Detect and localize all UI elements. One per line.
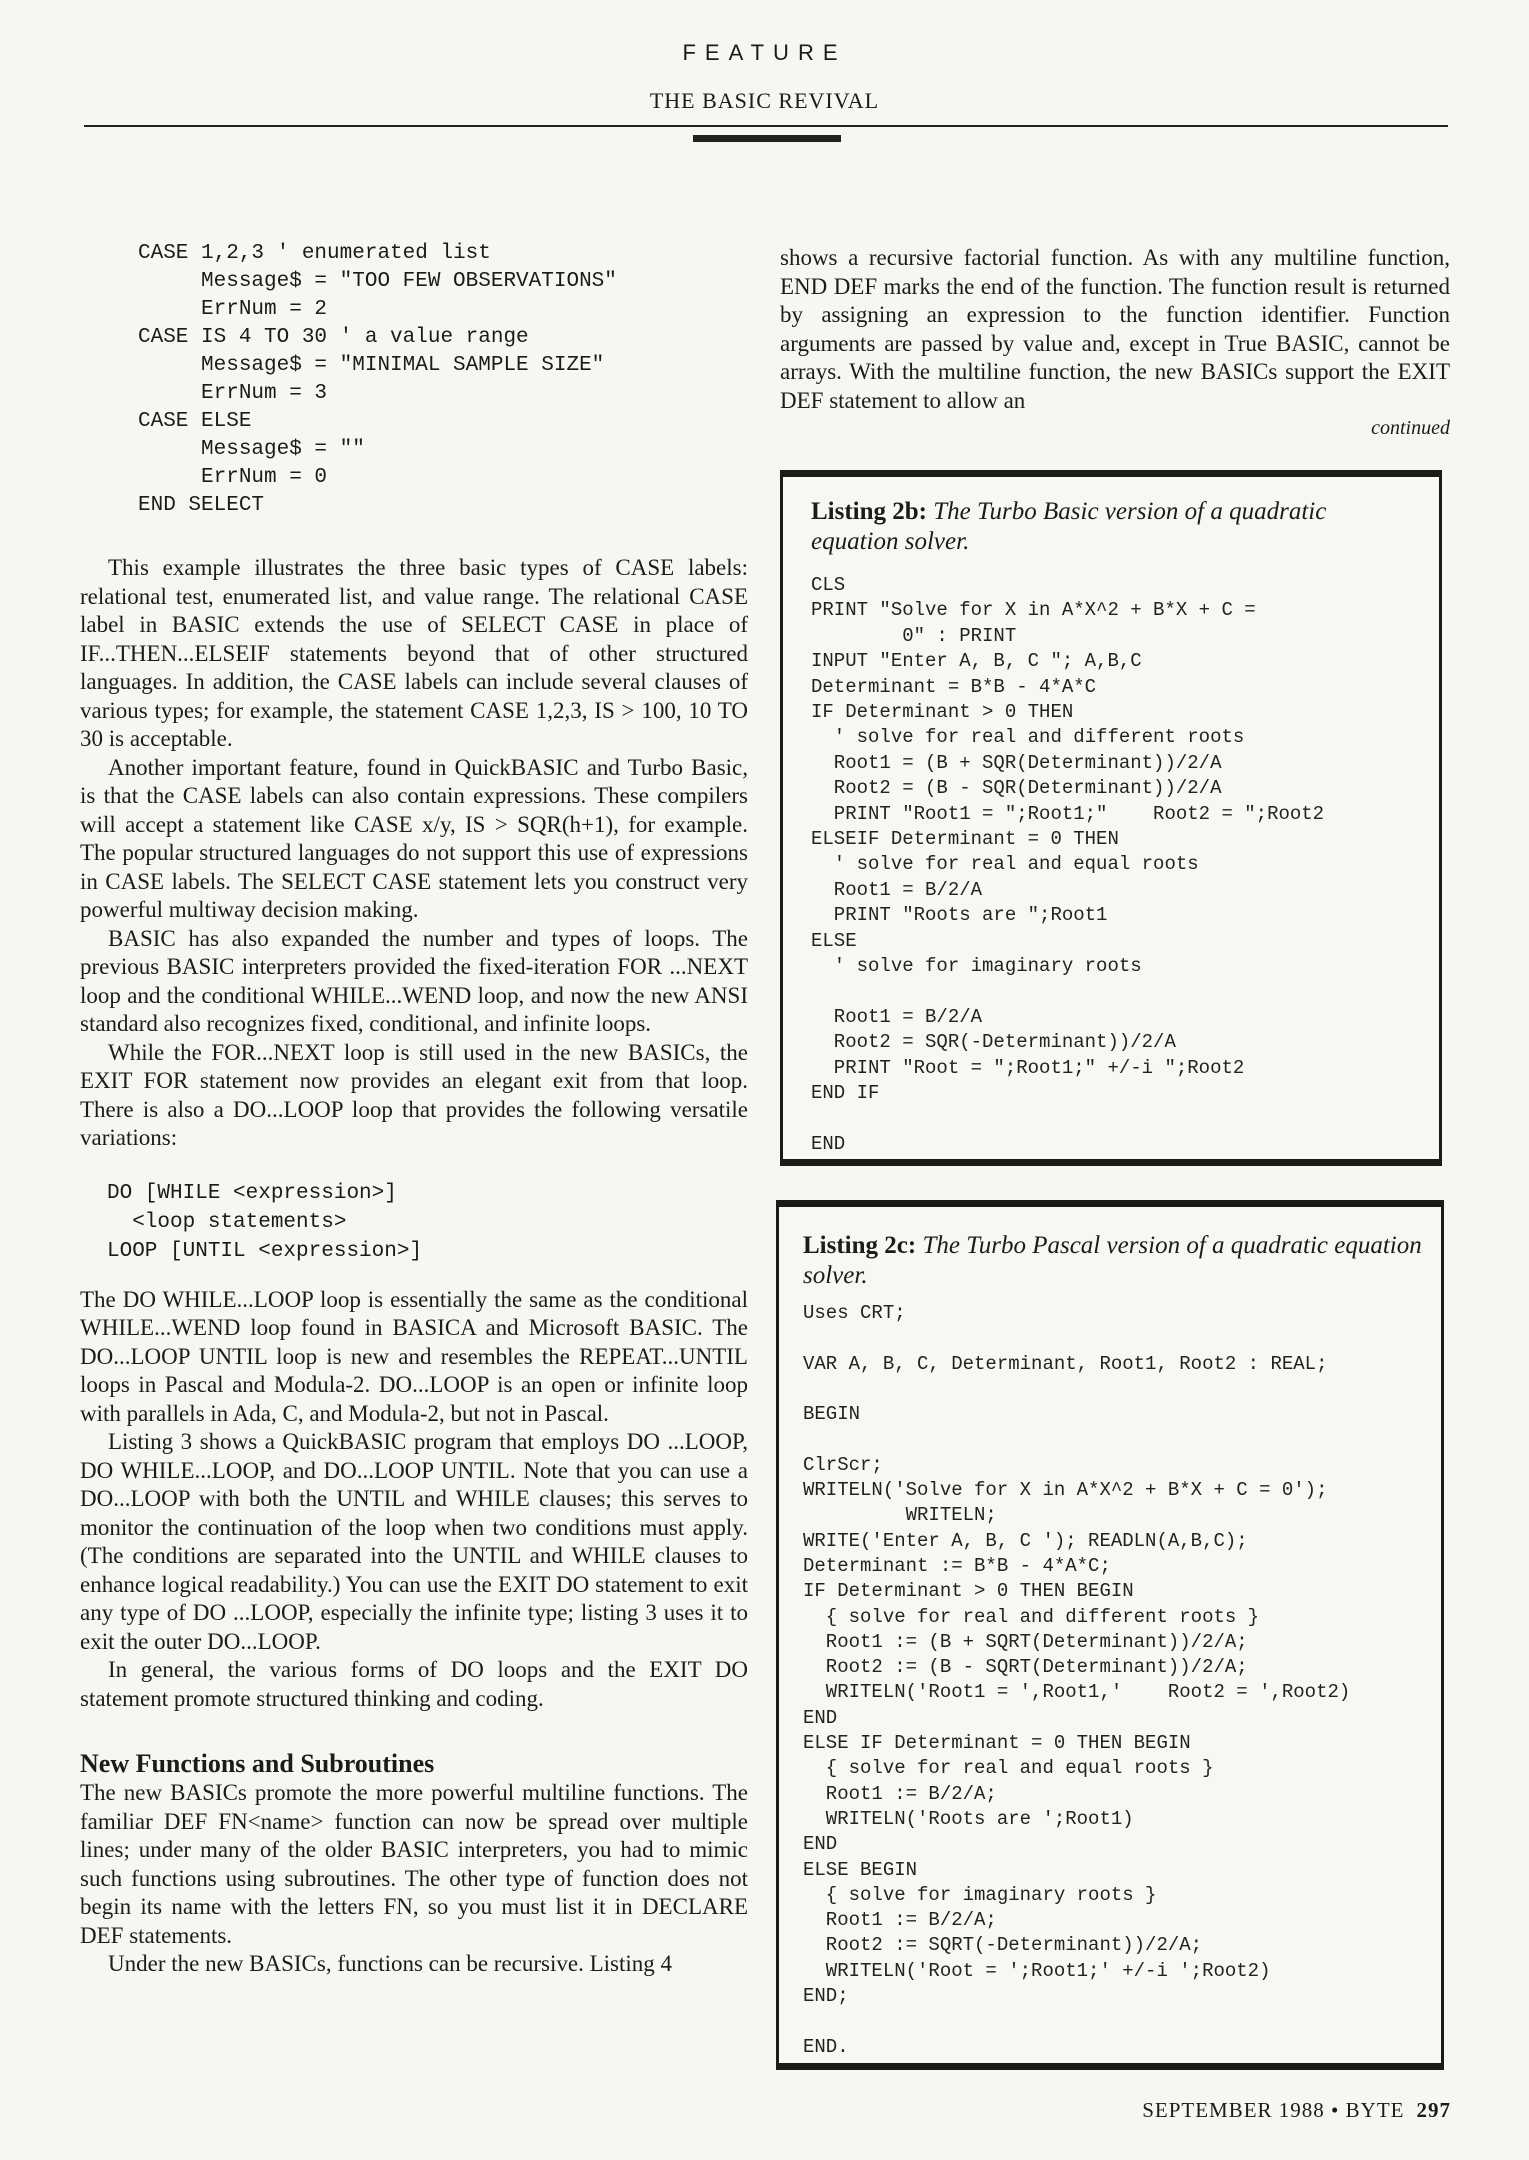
listing-caption (803, 1231, 1433, 1291)
paragraph: While the FOR...NEXT loop is still used in the new BASICs, the EXIT FOR statement now provides an elegant exit from that loop. There is also a DO...LOOP loop that provides the following versatile variations: (80, 1039, 748, 1150)
paragraph: shows a recursive factorial function. As with any multiline function, END DEF marks the end of the function. The function result is returned by assigning an expression to the function identifier. Function arguments are passed by value and, except in True BASIC, cannot be arrays. With the multiline function, the new BASICs support the EXIT DEF statement to allow an (780, 245, 1450, 413)
page-number: 297 (1416, 2098, 1451, 2122)
listing-2b-box (780, 470, 1442, 1166)
paragraph: The DO WHILE...LOOP loop is essentially the same as the conditional WHILE...WEND loop found in BASICA and Microsoft BASIC. The DO...LOOP UNTIL loop is new and resembles the REPEAT...UNTIL loops in Pascal and Modula-2. DO...LOOP is an open or infinite loop with parallels in Ada, C, and Modula-2, but not in Pascal. (80, 1286, 748, 1426)
header-rule (84, 125, 1448, 127)
page-footer (1142, 2098, 1451, 2123)
issue-info: SEPTEMBER 1988 • BYTE (1142, 2098, 1405, 2122)
listing-2c-box (776, 1200, 1444, 2070)
paragraph: Listing 3 shows a QuickBASIC program that employs DO ...LOOP, DO WHILE...LOOP, and DO...LOOP UNTIL. Note that you can use a DO...LOOP with both the UNTIL and WHILE clauses; this serves to monitor the continuation of the loop when two conditions must apply. (The conditions are separated into the UNTIL and WHILE clauses to enhance logical readability.) You can use the EXIT DO statement to exit any type of DO ...LOOP, especially the infinite type; listing 3 uses it to exit the outer DO...LOOP. (80, 1429, 748, 1654)
do-loop-syntax-code: DO [WHILE <expression>] <loop statements> LOOP [UNTIL <expression>] (107, 1181, 423, 1263)
left-column (80, 240, 748, 1979)
listing-caption (811, 497, 1415, 557)
paragraph: This example illustrates the three basic types of CASE labels: relational test, enumerated list, and value range. The relational CASE label in BASIC extends the use of SELECT CASE in place of IF...THEN...ELSEIF statements beyond that of other structured languages. In addition, the CASE labels can include several clauses of various types; for example, the statement CASE 1,2,3, IS > 100, 10 TO 30 is acceptable. (80, 555, 748, 751)
paragraph: The new BASICs promote the more powerful multiline functions. The familiar DEF FN<name> function can now be spread over multiple lines; under many of the older BASIC interpreters, you had to mimic such functions using subroutines. The other type of function does not begin its name with the letters FN, so you must list it in DECLARE DEF statements. (80, 1780, 748, 1948)
paragraph: BASIC has also expanded the number and types of loops. The previous BASIC interpreters provided the fixed-iteration FOR ...NEXT loop and the conditional WHILE...WEND loop, and now the new ANSI standard also recognizes fixed, conditional, and infinite loops. (80, 925, 748, 1036)
paragraph: Under the new BASICs, functions can be recursive. Listing 4 (108, 1951, 673, 1976)
subhead: New Functions and Subroutines (80, 1749, 435, 1778)
right-column (780, 244, 1450, 440)
continued-label: continued (1371, 417, 1450, 439)
paragraph: In general, the various forms of DO loops and the EXIT DO statement promote structured thinking and coding. (80, 1657, 748, 1711)
listing-2c-code: Uses CRT; VAR A, B, C, Determinant, Root1, Root2 : REAL; BEGIN ClrScr; WRITELN('Solve for X in A*X^2 + B*X + C = 0'); WRITELN; WRITE('Enter A, B, C '); READLN(A,B,C); Determinant := B*B - 4*A*C; IF Determinant > 0 THEN BEGIN { solve for real and different roots } Root1 := (B + SQRT(Determinant))/2/A; Root2 := (B - SQRT(Determinant))/2/A; WRITELN('Root1 = ',Root1,' Root2 = ',Root2) END ELSE IF Determinant = 0 THEN BEGIN { solve for real and equal roots } Root1 := B/2/A; WRITELN('Roots are ';Root1) END ELSE BEGIN { solve for imaginary roots } Root1 := B/2/A; Root2 := SQRT(-Determinant))/2/A; WRITELN('Root = ';Root1;' +/-i ';Root2) END; END. (803, 1302, 1351, 2058)
section-kicker: FEATURE (682, 40, 847, 65)
listing-caption-text: The Turbo Pascal version of a quadratic equation solver. (803, 1232, 1422, 1289)
listing-label: Listing 2c: (803, 1232, 917, 1259)
listing-2b-code: CLS PRINT "Solve for X in A*X^2 + B*X + C = 0" : PRINT INPUT "Enter A, B, C "; A,B,C Determinant = B*B - 4*A*C IF Determinant > 0 THEN ' solve for real and different roots Root1 = (B + SQR(Determinant))/2/A Root2 = (B - SQR(Determinant))/2/A PRINT "Root1 = ";Root1;" Root2 = ";Root2 ELSEIF Determinant = 0 THEN ' solve for real and equal roots Root1 = B/2/A PRINT "Roots are ";Root1 ELSE ' solve for imaginary roots Root1 = B/2/A Root2 = SQR(-Determinant))/2/A PRINT "Root = ";Root1;" +/-i ";Root2 END IF END (811, 574, 1325, 1155)
article-title: THE BASIC REVIVAL (649, 88, 880, 113)
select-case-code: CASE 1,2,3 ' enumerated list Message$ = "TOO FEW OBSERVATIONS" ErrNum = 2 CASE IS 4 TO 30 ' a value range Message$ = "MINIMAL SAMPLE SIZE" ErrNum = 3 CASE ELSE Message$ = "" ErrNum = 0 END SELECT (138, 242, 617, 517)
header-accent-rule (693, 135, 841, 142)
listing-label: Listing 2b: (811, 498, 928, 525)
listing-caption-text: The Turbo Basic version of a quadratic equation solver. (811, 498, 1327, 555)
paragraph: Another important feature, found in QuickBASIC and Turbo Basic, is that the CASE labels can also contain expressions. These compilers will accept a statement like CASE x/y, IS > SQR(h+1), for example. The popular structured languages do not support this use of expressions in CASE labels. The SELECT CASE statement lets you construct very powerful multiway decision making. (80, 754, 748, 922)
